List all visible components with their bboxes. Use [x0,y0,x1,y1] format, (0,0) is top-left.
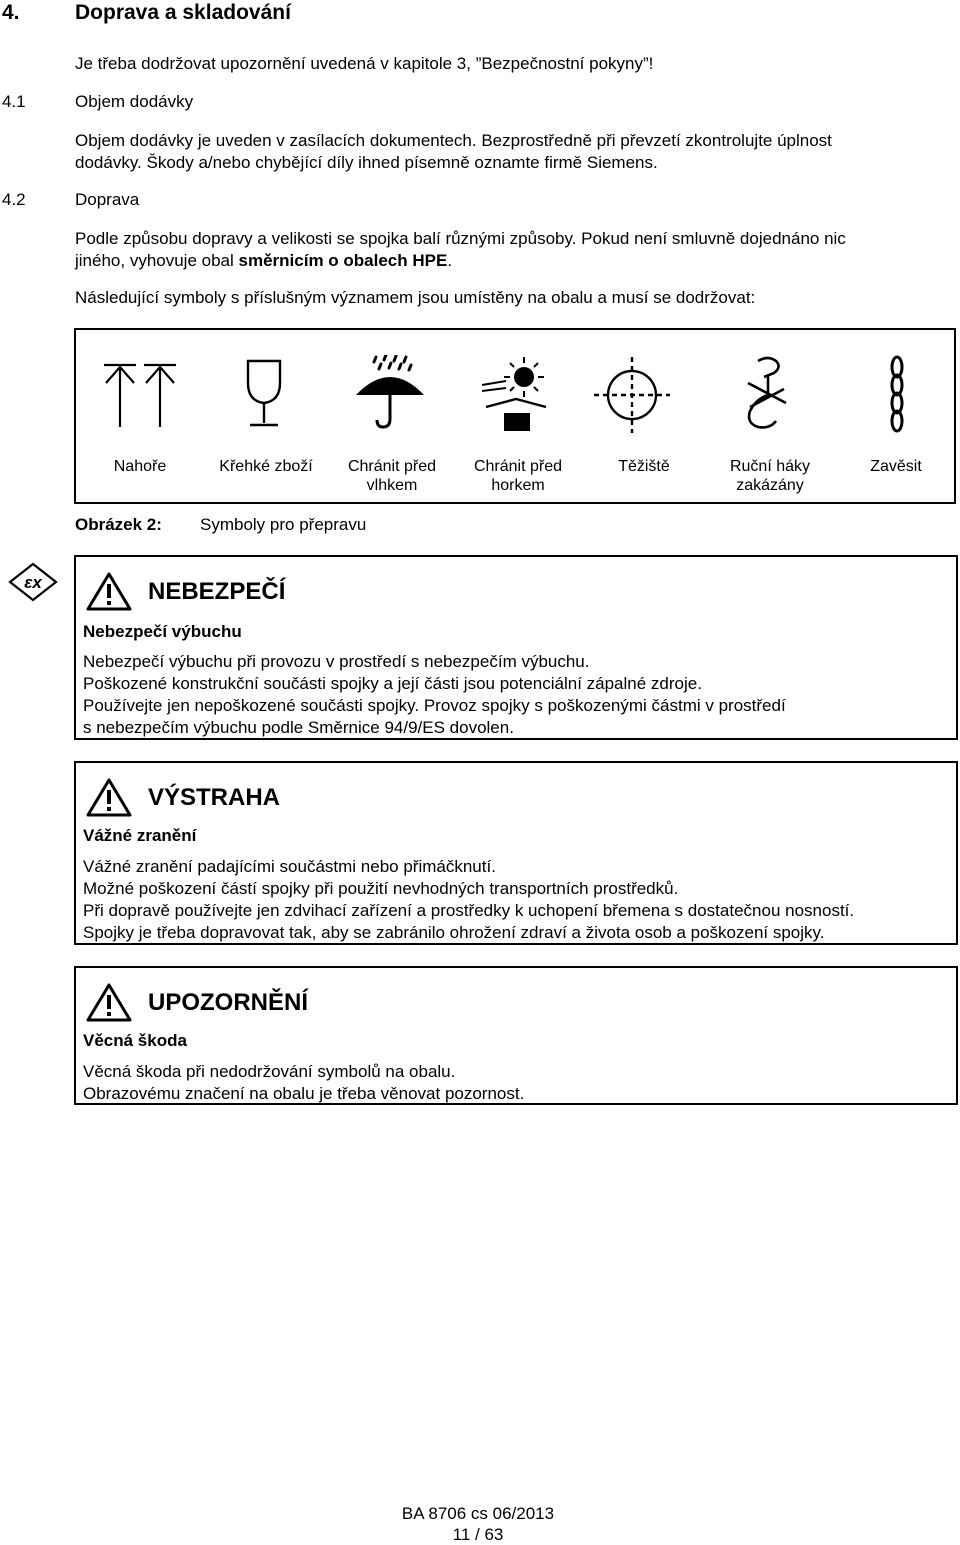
symbol-caption-sling [831,457,960,476]
umbrella-rain-icon [350,355,430,435]
danger-subtitle: Nebezpečí výbuchu [83,622,242,641]
figure-label: Obrázek 2: [75,515,162,534]
intro-text: Je třeba dodržovat upozornění uvedená v kapitole 3, ”Bezpečnostní pokyny”! [75,54,654,73]
chapter-title: Doprava a skladování [75,1,291,24]
symbol-caption-moisture [327,457,457,495]
warning-title: VÝSTRAHA [148,784,281,811]
chapter-number: 4. [2,1,20,24]
warning-line: Vážné zranění padajícími součástmi nebo přimáčknutí. [83,857,496,876]
warning-triangle-icon [86,982,132,1022]
ex-explosion-protection-icon [8,562,58,602]
page-footer [0,1503,956,1545]
caption-line: Nahoře [113,458,167,475]
figure-caption: Symboly pro přepravu [200,515,367,534]
no-hand-hooks-icon [728,355,808,435]
danger-line: s nebezpečím výbuchu podle Směrnice 94/9/ES dovolen. [83,718,514,737]
document-reference: BA 8706 cs 06/2013 [401,1504,555,1523]
caption-line: zakázány [736,477,804,494]
section-title-4-1: Objem dodávky [75,92,194,111]
symbols-intro: Následující symboly s příslušným významem jsou umístěny na obalu a musí se dodržovat: [75,288,756,307]
danger-line: Poškozené konstrukční součásti spojky a její části jsou potenciální zápalné zdroje. [83,674,702,693]
warning-line: Spojky je třeba dopravovat tak, aby se zabránilo ohrožení zdraví a života osob a poškození spojky. [83,923,825,942]
symbol-caption-up [75,457,205,476]
sun-heat-icon [476,355,556,435]
caption-line: Křehké zboží [219,458,313,475]
s42-text-line2-start: jiného, vyhovuje obal [75,251,239,270]
caution-text [83,1061,948,1105]
caption-line: vlhkem [366,477,418,494]
danger-title: NEBEZPEČÍ [148,578,286,605]
warning-text [83,856,948,944]
caution-line: Obrazovému značení na obalu je třeba věnovat pozornost. [83,1084,525,1103]
page-number: 11 / 63 [452,1525,504,1544]
caution-subtitle: Věcná škoda [83,1031,187,1050]
warning-line: Při dopravě používejte jen zdvihací zařízení a prostředky k uchopení břemena s dostatečnou nosností. [83,901,855,920]
fragile-glass-icon [224,355,304,435]
caution-line: Věcná škoda při nedodržování symbolů na obalu. [83,1062,456,1081]
transport-symbols-figure [74,328,956,504]
warning-line: Možné poškození částí spojky při použití nevhodných transportních prostředků. [83,879,679,898]
symbol-caption-hooks [705,457,835,495]
caution-notice-box [74,966,958,1105]
center-of-gravity-icon [592,355,672,435]
danger-line: Nebezpečí výbuchu při provozu v prostředí s nebezpečím výbuchu. [83,652,590,671]
svg-text:εx: εx [24,573,42,592]
sling-chain-icon [857,355,937,435]
warning-notice-box [74,761,958,945]
this-way-up-icon [100,355,180,435]
section-title-4-2: Doprava [75,190,140,209]
caption-line: horkem [491,477,545,494]
caption-line: Ruční háky [729,458,811,475]
s42-text-line2-end: . [447,251,453,270]
warning-triangle-icon [86,571,132,611]
danger-line: Používejte jen nepoškozené součásti spojky. Provoz spojky s poškozenými částmi v prostředí [83,696,786,715]
danger-notice-box [74,555,958,740]
hpe-guidelines-reference: směrnicím o obalech HPE [238,251,448,270]
caution-title: UPOZORNĚNÍ [148,989,309,1016]
caption-line: Chránit před [473,458,563,475]
warning-subtitle: Vážné zranění [83,826,197,845]
section-number-4-1: 4.1 [2,92,26,111]
warning-triangle-icon [86,777,132,817]
s42-text-line2 [75,249,452,272]
section-number-4-2: 4.2 [2,190,26,209]
danger-text [83,651,948,739]
s41-text-line1: Objem dodávky je uveden v zasílacích dokumentech. Bezprostředně při převzetí zkontrolujte úplnost [75,131,832,150]
caption-line: Chránit před [347,458,437,475]
caption-line: Zavěsit [870,458,922,475]
caption-line: Těžiště [618,458,670,475]
symbol-caption-fragile [201,457,331,476]
s41-text-line2: dodávky. Škody a/nebo chybějící díly ihned písemně oznamte firmě Siemens. [75,153,658,172]
symbol-caption-heat [453,457,583,495]
symbol-caption-gravity [579,457,709,476]
s42-text-line1: Podle způsobu dopravy a velikosti se spojka balí různými způsoby. Pokud není smluvně dojednáno nic [75,229,846,248]
